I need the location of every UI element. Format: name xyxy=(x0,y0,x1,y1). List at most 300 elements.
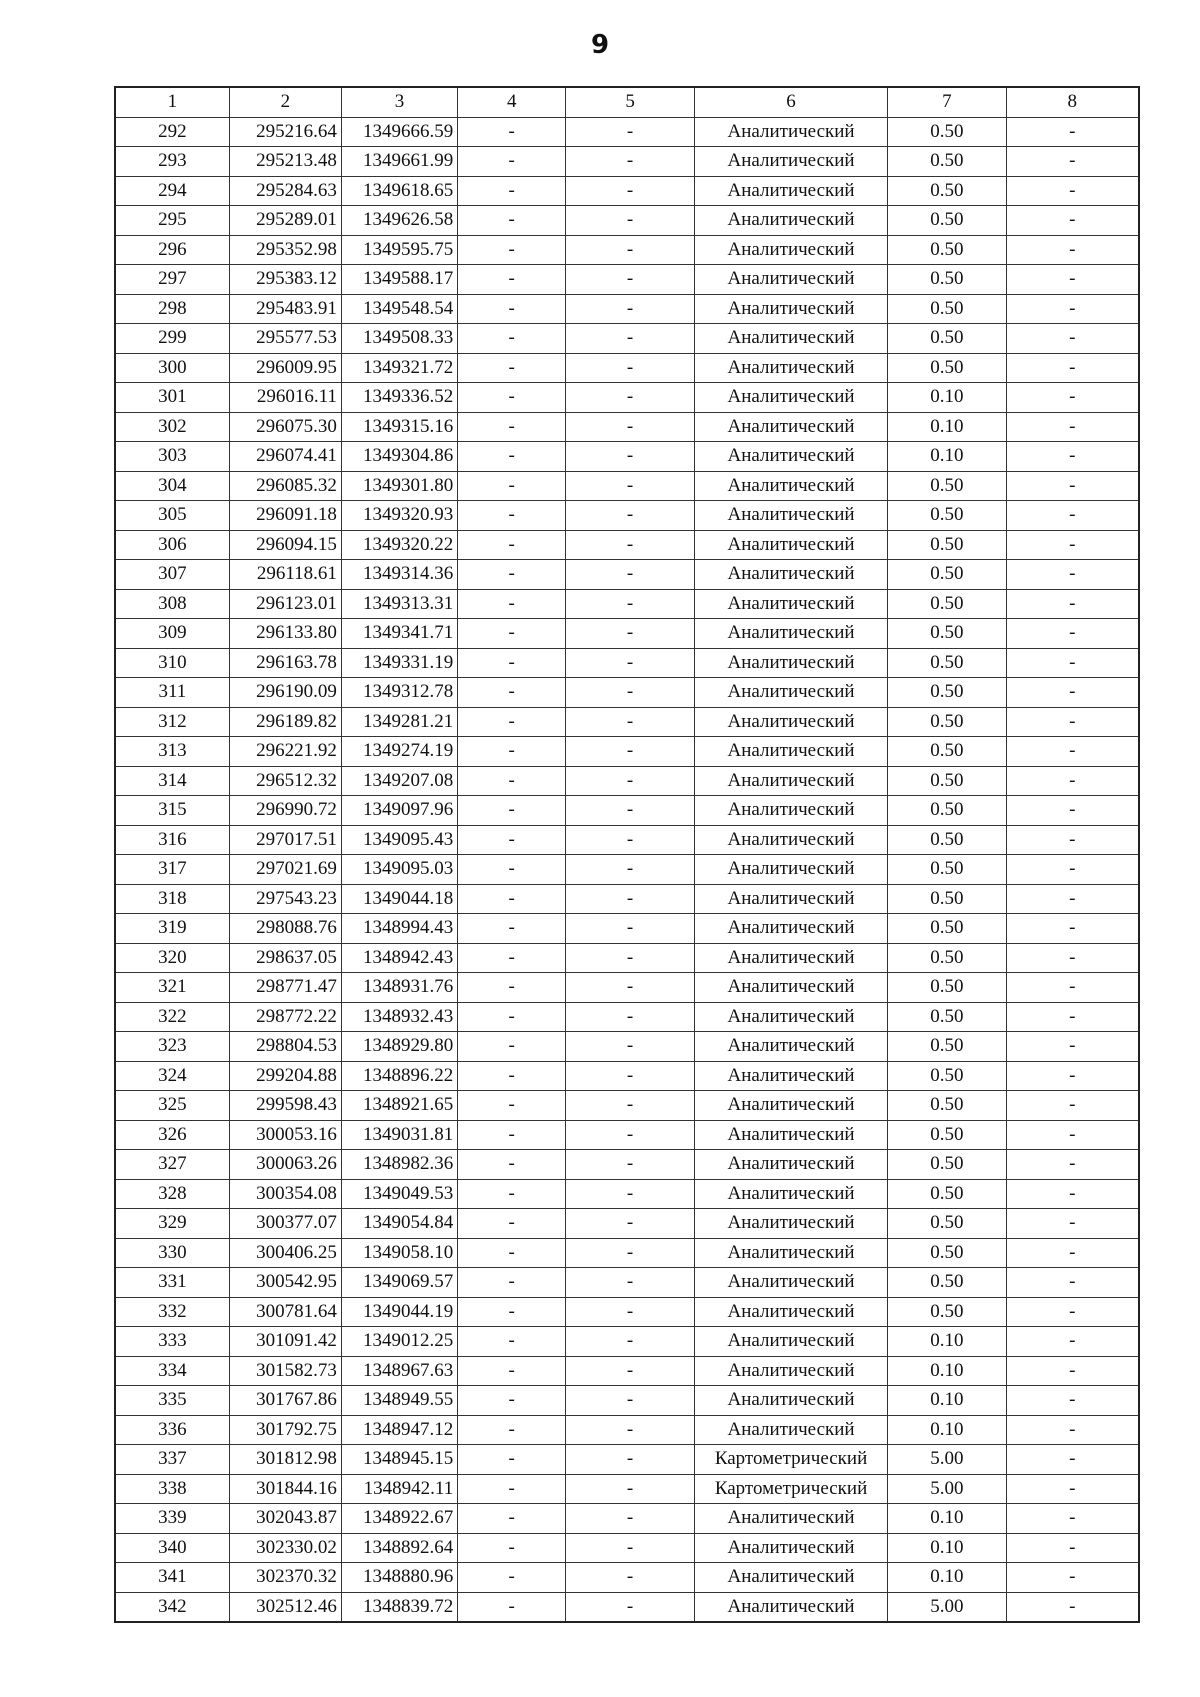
table-row xyxy=(115,884,1139,914)
y-coordinate-cell: 1348921.65 xyxy=(341,1091,457,1121)
method-cell: Аналитический xyxy=(694,1150,887,1180)
column-8-cell: - xyxy=(1006,1091,1139,1121)
accuracy-cell: 0.50 xyxy=(888,884,1006,914)
table-row xyxy=(115,943,1139,973)
x-coordinate-cell: 296091.18 xyxy=(229,501,341,531)
accuracy-cell: 0.50 xyxy=(888,589,1006,619)
method-cell: Аналитический xyxy=(694,1563,887,1593)
method-cell: Аналитический xyxy=(694,589,887,619)
table-row xyxy=(115,560,1139,590)
method-cell: Аналитический xyxy=(694,530,887,560)
coordinates-table xyxy=(114,86,1140,1623)
y-coordinate-cell: 1349049.53 xyxy=(341,1179,457,1209)
point-number-cell: 305 xyxy=(115,501,229,531)
column-5-cell: - xyxy=(566,442,695,472)
table-row xyxy=(115,737,1139,767)
column-8-cell: - xyxy=(1006,1356,1139,1386)
point-number-cell: 327 xyxy=(115,1150,229,1180)
column-4-cell: - xyxy=(458,1032,566,1062)
accuracy-cell: 0.50 xyxy=(888,324,1006,354)
point-number-cell: 342 xyxy=(115,1592,229,1622)
accuracy-cell: 0.50 xyxy=(888,353,1006,383)
table-row xyxy=(115,1415,1139,1445)
column-5-cell: - xyxy=(566,1002,695,1032)
y-coordinate-cell: 1348949.55 xyxy=(341,1386,457,1416)
y-coordinate-cell: 1349666.59 xyxy=(341,117,457,147)
method-cell: Аналитический xyxy=(694,825,887,855)
accuracy-cell: 0.50 xyxy=(888,766,1006,796)
column-4-cell: - xyxy=(458,383,566,413)
method-cell: Аналитический xyxy=(694,117,887,147)
column-8-cell: - xyxy=(1006,1327,1139,1357)
column-4-cell: - xyxy=(458,884,566,914)
point-number-cell: 295 xyxy=(115,206,229,236)
accuracy-cell: 0.50 xyxy=(888,530,1006,560)
table-body xyxy=(115,117,1139,1622)
x-coordinate-cell: 299598.43 xyxy=(229,1091,341,1121)
column-4-cell: - xyxy=(458,648,566,678)
method-cell: Аналитический xyxy=(694,1356,887,1386)
y-coordinate-cell: 1349058.10 xyxy=(341,1238,457,1268)
accuracy-cell: 0.50 xyxy=(888,796,1006,826)
accuracy-cell: 0.10 xyxy=(888,442,1006,472)
x-coordinate-cell: 301812.98 xyxy=(229,1445,341,1475)
accuracy-cell: 0.50 xyxy=(888,1297,1006,1327)
accuracy-cell: 0.50 xyxy=(888,294,1006,324)
table-row xyxy=(115,1120,1139,1150)
method-cell: Аналитический xyxy=(694,1002,887,1032)
x-coordinate-cell: 295213.48 xyxy=(229,147,341,177)
method-cell: Аналитический xyxy=(694,1386,887,1416)
column-5-cell: - xyxy=(566,1592,695,1622)
y-coordinate-cell: 1349314.36 xyxy=(341,560,457,590)
x-coordinate-cell: 298088.76 xyxy=(229,914,341,944)
column-8-cell: - xyxy=(1006,678,1139,708)
column-header: 4 xyxy=(458,87,566,117)
x-coordinate-cell: 300542.95 xyxy=(229,1268,341,1298)
column-8-cell: - xyxy=(1006,1592,1139,1622)
method-cell: Аналитический xyxy=(694,206,887,236)
x-coordinate-cell: 298804.53 xyxy=(229,1032,341,1062)
column-4-cell: - xyxy=(458,147,566,177)
column-8-cell: - xyxy=(1006,530,1139,560)
column-5-cell: - xyxy=(566,294,695,324)
table-row xyxy=(115,206,1139,236)
accuracy-cell: 0.50 xyxy=(888,471,1006,501)
point-number-cell: 312 xyxy=(115,707,229,737)
x-coordinate-cell: 297017.51 xyxy=(229,825,341,855)
y-coordinate-cell: 1349095.03 xyxy=(341,855,457,885)
column-5-cell: - xyxy=(566,471,695,501)
point-number-cell: 332 xyxy=(115,1297,229,1327)
column-header: 7 xyxy=(888,87,1006,117)
x-coordinate-cell: 297543.23 xyxy=(229,884,341,914)
table-row xyxy=(115,265,1139,295)
x-coordinate-cell: 298637.05 xyxy=(229,943,341,973)
accuracy-cell: 0.50 xyxy=(888,943,1006,973)
point-number-cell: 311 xyxy=(115,678,229,708)
column-5-cell: - xyxy=(566,884,695,914)
column-4-cell: - xyxy=(458,1415,566,1445)
table-row xyxy=(115,914,1139,944)
method-cell: Аналитический xyxy=(694,1504,887,1534)
accuracy-cell: 0.50 xyxy=(888,914,1006,944)
point-number-cell: 317 xyxy=(115,855,229,885)
column-8-cell: - xyxy=(1006,206,1139,236)
column-4-cell: - xyxy=(458,1356,566,1386)
column-4-cell: - xyxy=(458,1592,566,1622)
column-header: 6 xyxy=(694,87,887,117)
point-number-cell: 324 xyxy=(115,1061,229,1091)
point-number-cell: 331 xyxy=(115,1268,229,1298)
column-8-cell: - xyxy=(1006,766,1139,796)
column-5-cell: - xyxy=(566,1327,695,1357)
column-8-cell: - xyxy=(1006,471,1139,501)
column-5-cell: - xyxy=(566,1238,695,1268)
accuracy-cell: 5.00 xyxy=(888,1474,1006,1504)
column-4-cell: - xyxy=(458,855,566,885)
point-number-cell: 297 xyxy=(115,265,229,295)
x-coordinate-cell: 301792.75 xyxy=(229,1415,341,1445)
method-cell: Аналитический xyxy=(694,914,887,944)
accuracy-cell: 0.10 xyxy=(888,1327,1006,1357)
column-4-cell: - xyxy=(458,530,566,560)
column-4-cell: - xyxy=(458,265,566,295)
column-8-cell: - xyxy=(1006,1386,1139,1416)
column-5-cell: - xyxy=(566,1179,695,1209)
column-8-cell: - xyxy=(1006,1238,1139,1268)
x-coordinate-cell: 295383.12 xyxy=(229,265,341,295)
column-5-cell: - xyxy=(566,560,695,590)
point-number-cell: 303 xyxy=(115,442,229,472)
x-coordinate-cell: 296016.11 xyxy=(229,383,341,413)
x-coordinate-cell: 300406.25 xyxy=(229,1238,341,1268)
point-number-cell: 338 xyxy=(115,1474,229,1504)
column-8-cell: - xyxy=(1006,1563,1139,1593)
y-coordinate-cell: 1349207.08 xyxy=(341,766,457,796)
column-4-cell: - xyxy=(458,973,566,1003)
table-row xyxy=(115,766,1139,796)
accuracy-cell: 0.50 xyxy=(888,176,1006,206)
column-4-cell: - xyxy=(458,560,566,590)
method-cell: Аналитический xyxy=(694,501,887,531)
point-number-cell: 339 xyxy=(115,1504,229,1534)
accuracy-cell: 0.10 xyxy=(888,1563,1006,1593)
method-cell: Аналитический xyxy=(694,1209,887,1239)
column-8-cell: - xyxy=(1006,383,1139,413)
column-4-cell: - xyxy=(458,1504,566,1534)
accuracy-cell: 0.10 xyxy=(888,1504,1006,1534)
y-coordinate-cell: 1349304.86 xyxy=(341,442,457,472)
y-coordinate-cell: 1349281.21 xyxy=(341,707,457,737)
accuracy-cell: 0.50 xyxy=(888,825,1006,855)
point-number-cell: 340 xyxy=(115,1533,229,1563)
point-number-cell: 294 xyxy=(115,176,229,206)
column-4-cell: - xyxy=(458,1209,566,1239)
method-cell: Аналитический xyxy=(694,678,887,708)
x-coordinate-cell: 300354.08 xyxy=(229,1179,341,1209)
method-cell: Аналитический xyxy=(694,383,887,413)
method-cell: Аналитический xyxy=(694,471,887,501)
point-number-cell: 321 xyxy=(115,973,229,1003)
table-row xyxy=(115,1563,1139,1593)
column-8-cell: - xyxy=(1006,501,1139,531)
method-cell: Аналитический xyxy=(694,294,887,324)
method-cell: Аналитический xyxy=(694,1120,887,1150)
column-5-cell: - xyxy=(566,1474,695,1504)
accuracy-cell: 0.50 xyxy=(888,1150,1006,1180)
column-4-cell: - xyxy=(458,412,566,442)
column-5-cell: - xyxy=(566,796,695,826)
x-coordinate-cell: 296990.72 xyxy=(229,796,341,826)
point-number-cell: 330 xyxy=(115,1238,229,1268)
x-coordinate-cell: 296085.32 xyxy=(229,471,341,501)
column-5-cell: - xyxy=(566,1061,695,1091)
column-4-cell: - xyxy=(458,1120,566,1150)
y-coordinate-cell: 1348932.43 xyxy=(341,1002,457,1032)
method-cell: Аналитический xyxy=(694,1032,887,1062)
method-cell: Аналитический xyxy=(694,353,887,383)
y-coordinate-cell: 1349626.58 xyxy=(341,206,457,236)
accuracy-cell: 0.50 xyxy=(888,1268,1006,1298)
method-cell: Аналитический xyxy=(694,796,887,826)
accuracy-cell: 0.50 xyxy=(888,1238,1006,1268)
page-number: 9 xyxy=(590,30,610,60)
y-coordinate-cell: 1349312.78 xyxy=(341,678,457,708)
y-coordinate-cell: 1348945.15 xyxy=(341,1445,457,1475)
x-coordinate-cell: 296163.78 xyxy=(229,648,341,678)
column-8-cell: - xyxy=(1006,265,1139,295)
table-row xyxy=(115,501,1139,531)
accuracy-cell: 0.50 xyxy=(888,619,1006,649)
column-4-cell: - xyxy=(458,1179,566,1209)
column-5-cell: - xyxy=(566,176,695,206)
column-5-cell: - xyxy=(566,206,695,236)
accuracy-cell: 0.50 xyxy=(888,1091,1006,1121)
method-cell: Аналитический xyxy=(694,147,887,177)
x-coordinate-cell: 296512.32 xyxy=(229,766,341,796)
column-4-cell: - xyxy=(458,766,566,796)
accuracy-cell: 0.10 xyxy=(888,412,1006,442)
point-number-cell: 300 xyxy=(115,353,229,383)
x-coordinate-cell: 296094.15 xyxy=(229,530,341,560)
column-4-cell: - xyxy=(458,471,566,501)
method-cell: Аналитический xyxy=(694,648,887,678)
x-coordinate-cell: 296123.01 xyxy=(229,589,341,619)
column-5-cell: - xyxy=(566,1268,695,1298)
column-8-cell: - xyxy=(1006,1179,1139,1209)
x-coordinate-cell: 296009.95 xyxy=(229,353,341,383)
point-number-cell: 309 xyxy=(115,619,229,649)
table-row xyxy=(115,1504,1139,1534)
column-5-cell: - xyxy=(566,766,695,796)
table-row xyxy=(115,147,1139,177)
column-5-cell: - xyxy=(566,943,695,973)
column-8-cell: - xyxy=(1006,1297,1139,1327)
accuracy-cell: 0.50 xyxy=(888,560,1006,590)
column-5-cell: - xyxy=(566,1091,695,1121)
column-4-cell: - xyxy=(458,619,566,649)
accuracy-cell: 0.50 xyxy=(888,265,1006,295)
table-row xyxy=(115,353,1139,383)
column-4-cell: - xyxy=(458,176,566,206)
column-5-cell: - xyxy=(566,973,695,1003)
column-4-cell: - xyxy=(458,1091,566,1121)
column-8-cell: - xyxy=(1006,1032,1139,1062)
method-cell: Аналитический xyxy=(694,324,887,354)
accuracy-cell: 0.50 xyxy=(888,737,1006,767)
method-cell: Аналитический xyxy=(694,1179,887,1209)
point-number-cell: 292 xyxy=(115,117,229,147)
y-coordinate-cell: 1349315.16 xyxy=(341,412,457,442)
column-5-cell: - xyxy=(566,678,695,708)
y-coordinate-cell: 1349313.31 xyxy=(341,589,457,619)
point-number-cell: 319 xyxy=(115,914,229,944)
accuracy-cell: 0.50 xyxy=(888,678,1006,708)
table-row xyxy=(115,973,1139,1003)
y-coordinate-cell: 1349331.19 xyxy=(341,648,457,678)
column-8-cell: - xyxy=(1006,1474,1139,1504)
point-number-cell: 322 xyxy=(115,1002,229,1032)
table-row xyxy=(115,1091,1139,1121)
column-8-cell: - xyxy=(1006,737,1139,767)
table-row xyxy=(115,1061,1139,1091)
x-coordinate-cell: 300781.64 xyxy=(229,1297,341,1327)
x-coordinate-cell: 301091.42 xyxy=(229,1327,341,1357)
y-coordinate-cell: 1349044.18 xyxy=(341,884,457,914)
column-5-cell: - xyxy=(566,383,695,413)
column-5-cell: - xyxy=(566,914,695,944)
column-header: 2 xyxy=(229,87,341,117)
method-cell: Аналитический xyxy=(694,1061,887,1091)
table-row xyxy=(115,294,1139,324)
table-row xyxy=(115,825,1139,855)
accuracy-cell: 0.10 xyxy=(888,1415,1006,1445)
y-coordinate-cell: 1349341.71 xyxy=(341,619,457,649)
table-row xyxy=(115,1356,1139,1386)
column-8-cell: - xyxy=(1006,855,1139,885)
column-5-cell: - xyxy=(566,825,695,855)
column-5-cell: - xyxy=(566,1415,695,1445)
column-4-cell: - xyxy=(458,206,566,236)
y-coordinate-cell: 1348922.67 xyxy=(341,1504,457,1534)
column-4-cell: - xyxy=(458,707,566,737)
column-8-cell: - xyxy=(1006,1415,1139,1445)
table-row xyxy=(115,1474,1139,1504)
column-5-cell: - xyxy=(566,619,695,649)
y-coordinate-cell: 1349595.75 xyxy=(341,235,457,265)
table-row xyxy=(115,678,1139,708)
column-5-cell: - xyxy=(566,1032,695,1062)
table-row xyxy=(115,1268,1139,1298)
column-8-cell: - xyxy=(1006,648,1139,678)
x-coordinate-cell: 296074.41 xyxy=(229,442,341,472)
column-4-cell: - xyxy=(458,1268,566,1298)
point-number-cell: 306 xyxy=(115,530,229,560)
y-coordinate-cell: 1349301.80 xyxy=(341,471,457,501)
column-5-cell: - xyxy=(566,737,695,767)
column-8-cell: - xyxy=(1006,560,1139,590)
column-8-cell: - xyxy=(1006,707,1139,737)
method-cell: Аналитический xyxy=(694,1238,887,1268)
point-number-cell: 304 xyxy=(115,471,229,501)
column-5-cell: - xyxy=(566,855,695,885)
y-coordinate-cell: 1348931.76 xyxy=(341,973,457,1003)
accuracy-cell: 0.50 xyxy=(888,1120,1006,1150)
x-coordinate-cell: 295289.01 xyxy=(229,206,341,236)
y-coordinate-cell: 1349320.93 xyxy=(341,501,457,531)
x-coordinate-cell: 296075.30 xyxy=(229,412,341,442)
accuracy-cell: 0.50 xyxy=(888,117,1006,147)
x-coordinate-cell: 298772.22 xyxy=(229,1002,341,1032)
table-row xyxy=(115,324,1139,354)
column-5-cell: - xyxy=(566,648,695,678)
point-number-cell: 296 xyxy=(115,235,229,265)
accuracy-cell: 0.50 xyxy=(888,973,1006,1003)
table-row xyxy=(115,855,1139,885)
column-5-cell: - xyxy=(566,1297,695,1327)
column-5-cell: - xyxy=(566,1356,695,1386)
x-coordinate-cell: 298771.47 xyxy=(229,973,341,1003)
column-5-cell: - xyxy=(566,1563,695,1593)
method-cell: Аналитический xyxy=(694,737,887,767)
column-8-cell: - xyxy=(1006,1268,1139,1298)
y-coordinate-cell: 1349661.99 xyxy=(341,147,457,177)
column-8-cell: - xyxy=(1006,235,1139,265)
method-cell: Аналитический xyxy=(694,619,887,649)
method-cell: Аналитический xyxy=(694,1297,887,1327)
column-4-cell: - xyxy=(458,1061,566,1091)
point-number-cell: 336 xyxy=(115,1415,229,1445)
point-number-cell: 302 xyxy=(115,412,229,442)
table-row xyxy=(115,1032,1139,1062)
accuracy-cell: 0.10 xyxy=(888,1356,1006,1386)
column-5-cell: - xyxy=(566,1386,695,1416)
point-number-cell: 310 xyxy=(115,648,229,678)
y-coordinate-cell: 1349336.52 xyxy=(341,383,457,413)
column-8-cell: - xyxy=(1006,589,1139,619)
method-cell: Аналитический xyxy=(694,1533,887,1563)
y-coordinate-cell: 1349044.19 xyxy=(341,1297,457,1327)
x-coordinate-cell: 296221.92 xyxy=(229,737,341,767)
point-number-cell: 313 xyxy=(115,737,229,767)
column-5-cell: - xyxy=(566,412,695,442)
column-5-cell: - xyxy=(566,353,695,383)
column-8-cell: - xyxy=(1006,884,1139,914)
accuracy-cell: 0.50 xyxy=(888,707,1006,737)
point-number-cell: 315 xyxy=(115,796,229,826)
column-5-cell: - xyxy=(566,324,695,354)
column-5-cell: - xyxy=(566,1504,695,1534)
x-coordinate-cell: 300377.07 xyxy=(229,1209,341,1239)
point-number-cell: 307 xyxy=(115,560,229,590)
method-cell: Аналитический xyxy=(694,855,887,885)
x-coordinate-cell: 295352.98 xyxy=(229,235,341,265)
point-number-cell: 323 xyxy=(115,1032,229,1062)
column-4-cell: - xyxy=(458,1002,566,1032)
point-number-cell: 316 xyxy=(115,825,229,855)
table-row xyxy=(115,442,1139,472)
column-5-cell: - xyxy=(566,530,695,560)
y-coordinate-cell: 1349069.57 xyxy=(341,1268,457,1298)
x-coordinate-cell: 300063.26 xyxy=(229,1150,341,1180)
column-8-cell: - xyxy=(1006,796,1139,826)
table-row xyxy=(115,471,1139,501)
column-8-cell: - xyxy=(1006,825,1139,855)
y-coordinate-cell: 1348896.22 xyxy=(341,1061,457,1091)
column-5-cell: - xyxy=(566,265,695,295)
accuracy-cell: 0.50 xyxy=(888,1061,1006,1091)
